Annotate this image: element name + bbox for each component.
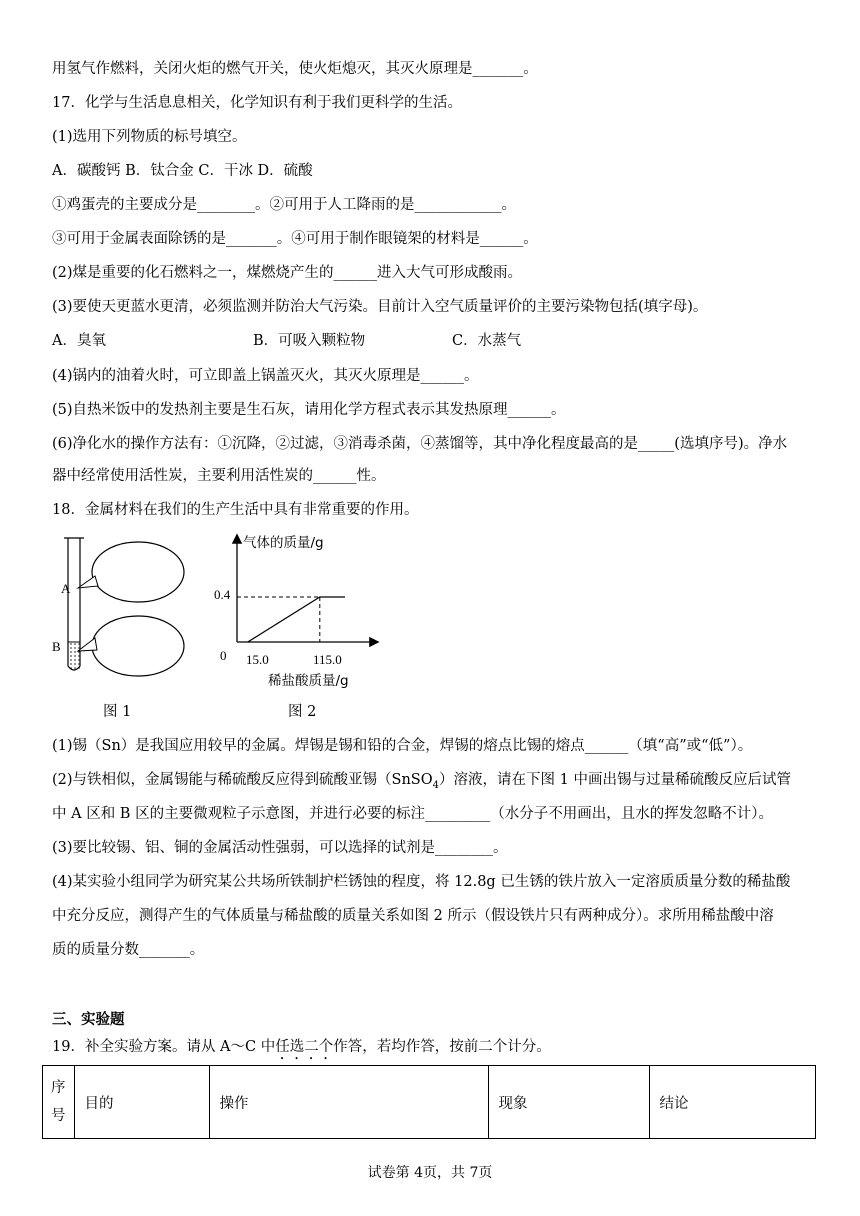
label-a: A xyxy=(61,581,71,596)
q19-stem xyxy=(52,1037,551,1063)
origin-label: 0 xyxy=(220,648,227,663)
q17-1-options: A．碳酸钙 B．钛合金 C．干冰 D．硫酸 xyxy=(52,163,313,179)
q18-4-c: 质的质量分数_______。 xyxy=(52,942,205,958)
q18-4-b: 中充分反应，测得产生的气体质量与稀盐酸的质量关系如图 2 所示（假设铁片只有两种成分）。求所用稀盐酸中溶 xyxy=(52,908,774,924)
q18-2-sub: 4 xyxy=(432,779,440,791)
q17-6-a: (6)净化水的操作方法有：①沉降，②过滤，③消毒杀菌，④蒸馏等，其中净化程度最高的是_____(选填序号)。净水 xyxy=(52,436,788,452)
q17-1-blanks-b: ③可用于金属表面除锈的是_______。④可用于制作眼镜架的材料是______。 xyxy=(52,231,538,247)
figure1-caption: 图 1 xyxy=(103,704,132,720)
q18-4-a: (4)某实验小组同学为研究某公共场所铁制护栏锈蚀的程度，将 12.8g 已生锈的铁片放入一定溶质质量分数的稀盐酸 xyxy=(52,874,791,890)
header-phenomenon: 现象 xyxy=(488,1066,649,1139)
q19-before: 19．补全实验方案。请从 A～C 中 xyxy=(52,1039,276,1055)
header-conclusion: 结论 xyxy=(649,1066,816,1139)
series-line xyxy=(248,597,345,642)
q17-3: (3)要使天更蓝水更清，必须监测并防治大气污染。目前计入空气质量评价的主要污染物包括(填字母)。 xyxy=(52,299,708,315)
q18-2-b: 中 A 区和 B 区的主要微观粒子示意图，并进行必要的标注_________（水分子不用画出，且水的挥发忽略不计）。 xyxy=(52,806,774,822)
x-axis-label: 稀盐酸质量/g xyxy=(268,673,349,689)
x-tick-label-2: 115.0 xyxy=(313,652,342,667)
y-tick-label: 0.4 xyxy=(214,587,231,602)
q17-1-prompt: (1)选用下列物质的标号填空。 xyxy=(52,129,247,145)
q17-5: (5)自热米饭中的发热剂主要是生石灰，请用化学方程式表示其发热原理______。 xyxy=(52,402,566,418)
figure2-caption: 图 2 xyxy=(288,704,317,720)
q18-2-a xyxy=(52,770,791,796)
q17-3-option-c: C．水蒸气 xyxy=(452,333,522,349)
header-operation: 操作 xyxy=(209,1066,488,1139)
table-header-row xyxy=(43,1066,816,1139)
q17-2: (2)煤是重要的化石燃料之一，煤燃烧产生的______进入大气可形成酸雨。 xyxy=(52,265,523,281)
header-seq: 序号 xyxy=(43,1066,75,1139)
header-purpose: 目的 xyxy=(74,1066,209,1139)
label-b: B xyxy=(52,639,61,654)
q19-after: 作答，若均作答，按前二个计分。 xyxy=(333,1039,551,1055)
q17-3-option-b: B．可吸入颗粒物 xyxy=(253,333,366,349)
y-axis-label: 气体的质量/g xyxy=(243,535,324,551)
experiment-table xyxy=(42,1065,816,1139)
section3-heading: 三、实验题 xyxy=(52,1011,125,1028)
q17-stem: 17．化学与生活息息相关，化学知识有利于我们更科学的生活。 xyxy=(52,95,462,111)
figure2-chart xyxy=(210,530,380,690)
figure1-test-tube xyxy=(50,530,210,680)
q18-3: (3)要比较锡、铝、铜的金属活动性强弱，可以选择的试剂是________。 xyxy=(52,840,508,856)
q19-emphasis: 任选二个 xyxy=(275,1039,334,1055)
q16-tail-line: 用氢气作燃料，关闭火炬的燃气开关，使火炬熄灭，其灭火原理是_______。 xyxy=(52,61,538,77)
q18-2-after: ）溶液，请在下图 1 中画出锡与过量稀硫酸反应后试管 xyxy=(439,772,791,788)
q18-stem: 18．金属材料在我们的生产生活中具有非常重要的作用。 xyxy=(52,502,419,518)
q17-6-b: 器中经常使用活性炭，主要利用活性炭的______性。 xyxy=(52,468,386,484)
q18-1: (1)锡（Sn）是我国应用较早的金属。焊锡是锡和铅的合金，焊锡的熔点比锡的熔点______（填“高”或“低”）。 xyxy=(52,738,753,754)
q18-2-before: (2)与铁相似，金属锡能与稀硫酸反应得到硫酸亚锡（SnSO xyxy=(52,772,433,788)
q17-4: (4)锅内的油着火时，可立即盖上锅盖灭火，其灭火原理是______。 xyxy=(52,368,479,384)
q17-3-option-a: A．臭氧 xyxy=(52,333,106,349)
page-footer: 试卷第 4页，共 7页 xyxy=(367,1165,493,1181)
q17-1-blanks-a: ①鸡蛋壳的主要成分是________。②可用于人工降雨的是____________。 xyxy=(52,197,516,213)
x-tick-label-1: 15.0 xyxy=(246,652,269,667)
